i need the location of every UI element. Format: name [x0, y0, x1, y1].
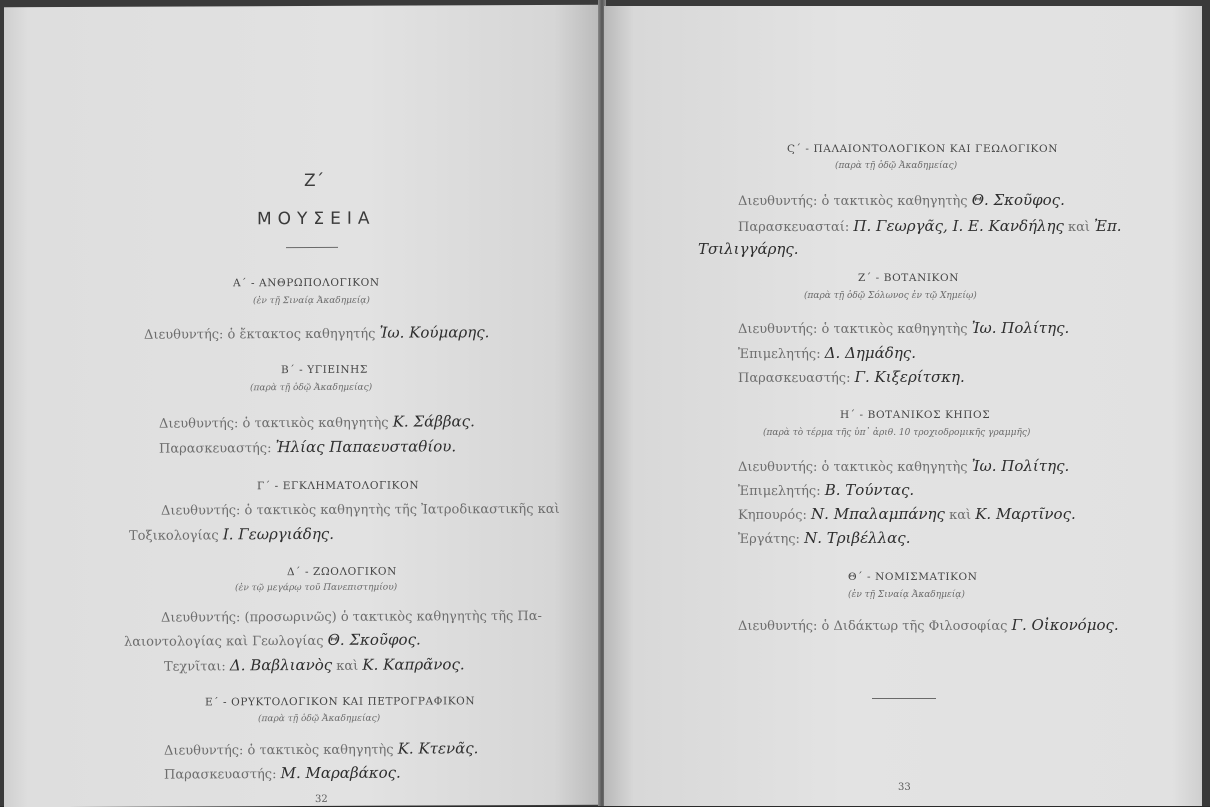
- section-location: (ἐν τῇ Σιναίᾳ Ἀκαδημείᾳ): [253, 295, 370, 307]
- staff-line: Τσιλιγγάρης.: [698, 240, 799, 258]
- section-location: (παρὰ τῇ ὁδῷ Ἀκαδημείας): [835, 161, 958, 171]
- section-heading: Ζ΄ - ΒΟΤΑΝΙΚΟΝ: [858, 272, 960, 284]
- section-heading: Β΄ - ΥΓΙΕΙΝΗΣ: [281, 363, 368, 377]
- section-heading: Α΄ - ΑΝΘΡΩΠΟΛΟΓΙΚΟΝ: [233, 276, 380, 290]
- section-location: (ἐν τῇ Σιναίᾳ Ἀκαδημείᾳ): [848, 590, 965, 600]
- page-number: 32: [315, 793, 328, 805]
- section-heading: Γ΄ - ΕΓΚΛΗΜΑΤΟΛΟΓΙΚΟΝ: [257, 479, 420, 493]
- staff-line: Παρασκευασταί: Π. Γεωργᾶς, Ι. Ε. Κανδήλης καὶ Ἐπ.: [738, 217, 1122, 235]
- page-number: 33: [898, 782, 911, 793]
- section-location: (παρὰ τῇ ὁδῷ Ἀκαδημείας): [258, 713, 381, 725]
- staff-line: Ἐπιμελητής: Β. Τούντας.: [738, 481, 915, 499]
- staff-line: Διευθυντής: ὁ τακτικὸς καθηγητὴς Κ. Κτενᾶς.: [164, 739, 479, 759]
- staff-line: Διευθυντής: ὁ τακτικὸς καθηγητὴς Ἰω. Πολίτης.: [738, 457, 1070, 475]
- title-divider: [286, 247, 338, 248]
- section-location: (παρὰ τῇ ὁδῷ Σόλωνος ἐν τῷ Χημείῳ): [804, 291, 977, 301]
- section-heading: Ϛ΄ - ΠΑΛΑΙΟΝΤΟΛΟΓΙΚΟΝ ΚΑΙ ΓΕΩΛΟΓΙΚΟΝ: [787, 143, 1059, 155]
- section-heading: Ε΄ - ΟΡΥΚΤΟΛΟΓΙΚΟΝ ΚΑΙ ΠΕΤΡΟΓΡΑΦΙΚΟΝ: [205, 695, 476, 709]
- section-heading: Θ΄ - ΝΟΜΙΣΜΑΤΙΚΟΝ: [848, 571, 978, 583]
- staff-line: Διευθυντής: ὁ τακτικὸς καθηγητὴς τῆς Ἰατροδικαστικῆς καὶ: [161, 501, 560, 519]
- staff-line: Κηπουρός: Ν. Μπαλαμπάνης καὶ Κ. Μαρτῖνος.: [738, 505, 1076, 523]
- staff-line: Ἐργάτης: Ν. Τριβέλλας.: [738, 529, 911, 547]
- section-heading: Δ΄ - ΖΩΟΛΟΓΙΚΟΝ: [287, 565, 397, 579]
- staff-line: Διευθυντής: ὁ τακτικὸς καθηγητὴς Ἰω. Πολίτης.: [738, 319, 1070, 337]
- chapter-letter: Ζ΄: [304, 170, 325, 191]
- chapter-title: ΜΟΥΣΕΙΑ: [257, 208, 376, 230]
- staff-line: Διευθυντής: ὁ ἔκτακτος καθηγητής Ἰω. Κούμαρης.: [144, 323, 490, 343]
- section-heading: Η΄ - ΒΟΤΑΝΙΚΟΣ ΚΗΠΟΣ: [840, 409, 991, 421]
- staff-line: Παρασκευαστής: Γ. Κιξερίτσκη.: [738, 368, 965, 386]
- right-page: [604, 6, 1202, 806]
- left-page: [4, 5, 602, 807]
- staff-line: Τεχνῖται: Δ. Βαβλιανὸς καὶ Κ. Καπρᾶνος.: [164, 655, 465, 675]
- staff-line: Διευθυντής: ὁ Διδάκτωρ τῆς Φιλοσοφίας Γ. Οἰκονόμος.: [738, 616, 1119, 634]
- staff-line: Παρασκευαστής: Μ. Μαραβάκος.: [164, 763, 401, 783]
- staff-line: Διευθυντής: (προσωρινῶς) ὁ τακτικὸς καθηγητὴς τῆς Πα-: [161, 608, 542, 626]
- end-divider: [872, 698, 936, 699]
- staff-line: Τοξικολογίας Ι. Γεωργιάδης.: [129, 524, 334, 544]
- section-location: (παρὰ τὸ τέρμα τῆς ὑπ᾿ ἀριθ. 10 τροχιοδρομικῆς γραμμῆς): [763, 428, 1031, 438]
- staff-line: λαιοντολογίας καὶ Γεωλογίας Θ. Σκοῦφος.: [124, 630, 421, 650]
- section-location: (ἐν τῷ μεγάρῳ τοῦ Πανεπιστημίου): [235, 582, 398, 594]
- staff-line: Διευθυντής: ὁ τακτικὸς καθηγητὴς Θ. Σκοῦφος.: [738, 191, 1065, 209]
- section-location: (παρὰ τῇ ὁδῷ Ἀκαδημείας): [250, 382, 373, 394]
- staff-line: Διευθυντής: ὁ τακτικὸς καθηγητὴς Κ. Σάββας.: [159, 412, 475, 432]
- staff-line: Ἐπιμελητής: Δ. Δημάδης.: [738, 344, 916, 362]
- staff-line: Παρασκευαστής: Ἠλίας Παπαευσταθίου.: [159, 437, 457, 457]
